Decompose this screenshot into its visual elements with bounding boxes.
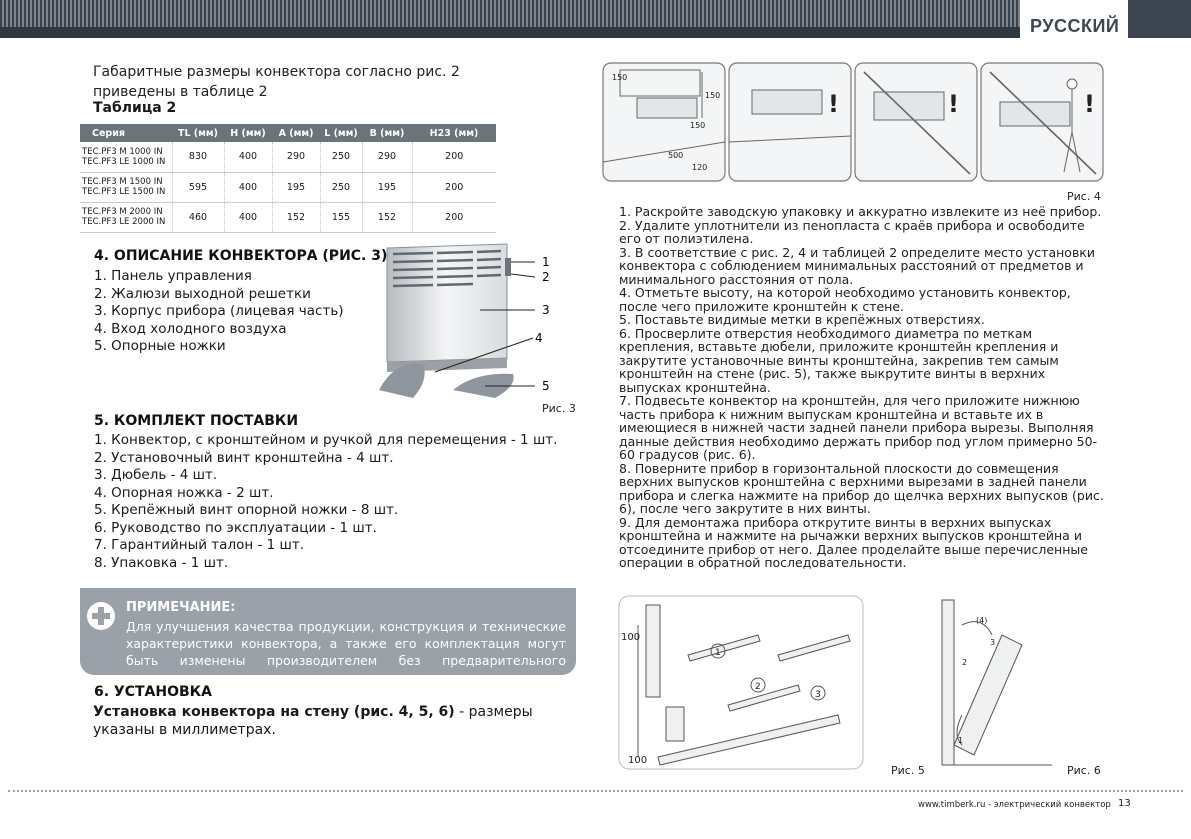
h23-cell: 200 xyxy=(412,172,496,202)
tl-cell: 830 xyxy=(172,142,224,172)
section5-list xyxy=(94,432,557,572)
fig4-dim: 150 xyxy=(705,91,721,100)
step-item: 1. Раскройте заводскую упаковку и аккуратно извлеките из неё прибор. xyxy=(619,204,1102,219)
installation-bold: Установка конвектора на стену (рис. 4, 5, 6) xyxy=(93,704,455,720)
fig4-dim: 150 xyxy=(690,121,706,130)
tl-cell: 460 xyxy=(172,202,224,232)
b-cell: 152 xyxy=(362,202,412,232)
plus-icon xyxy=(87,602,115,630)
fig5-dim: 100 xyxy=(621,632,641,643)
model-cell: TEC.PF3 M 1000 IN TEC.PF3 LE 1000 IN xyxy=(80,142,172,172)
fig5-mark: 2 xyxy=(755,682,761,692)
svg-text:!: ! xyxy=(828,90,839,118)
list-item: 4. Опорная ножка - 2 шт. xyxy=(94,484,274,501)
list-item: 5. Опорные ножки xyxy=(94,338,226,354)
col-header: H23 (мм) xyxy=(412,124,496,142)
list-item: 2. Жалюзи выходной решетки xyxy=(94,285,311,302)
step-item: 7. Подвесьте конвектор на кронштейн, для чего приложите нижнюю часть прибора к нижним выпускам кронштейна и вставьте их в имеющиеся в нижней части задней панели прибора вырезы. Выполняя данные действия необходимо держать прибор под углом примерно 50-60 градусов (рис. 6). xyxy=(619,393,1098,462)
step-item: 3. В соответствие с рис. 2, 4 и таблицей 2 определите место установки конвектора с соблюдением минимальных расстояний от предметов и минимального расстояния от пола. xyxy=(619,244,1095,287)
step-item: 2. Удалите уплотнители из пенопласта с краёв прибора и освободите его от полиэтилена. xyxy=(619,217,1085,246)
col-header: L (мм) xyxy=(320,124,362,142)
fig5-caption: Рис. 5 xyxy=(891,764,925,777)
installation-steps xyxy=(619,205,1104,570)
language-label: РУССКИЙ xyxy=(1030,16,1120,36)
h23-cell: 200 xyxy=(412,142,496,172)
a-cell: 290 xyxy=(272,142,320,172)
intro-text: Габаритные размеры конвектора согласно рис. 2 приведены в таблице 2 xyxy=(93,64,460,100)
section4-title: 4. ОПИСАНИЕ КОНВЕКТОРА (РИС. 3) xyxy=(94,248,388,264)
b-cell: 290 xyxy=(362,142,412,172)
convector-figure xyxy=(375,240,580,420)
bracket-mounting-figure xyxy=(618,595,864,770)
fig4-dim: 500 xyxy=(668,151,684,160)
hanging-figure xyxy=(932,595,1104,770)
note-title: ПРИМЕЧАНИЕ: xyxy=(126,600,236,615)
callout-3: 3 xyxy=(542,303,550,317)
model-cell: TEC.PF3 M 1500 IN TEC.PF3 LE 1500 IN xyxy=(80,172,172,202)
footer-divider xyxy=(8,790,1183,792)
l-cell: 155 xyxy=(320,202,362,232)
section6-title: 6. УСТАНОВКА xyxy=(94,684,212,700)
footer-site: www.timberk.ru - электрический конвектор xyxy=(918,800,1111,810)
l-cell: 250 xyxy=(320,142,362,172)
col-header: Серия xyxy=(80,124,172,142)
section5-title: 5. КОМПЛЕКТ ПОСТАВКИ xyxy=(94,413,299,429)
fig4-dim: 120 xyxy=(692,163,708,172)
fig4-caption: Рис. 4 xyxy=(1067,190,1101,203)
fig6-caption: Рис. 6 xyxy=(1067,764,1101,777)
table-header-row xyxy=(80,124,496,142)
page-number: 13 xyxy=(1118,798,1131,809)
step-item: 8. Поверните прибор в горизонтальной плоскости до совмещения верхних выпусков кронштейна с верхними вырезами в задней панели прибора и слегка нажмите на прибор до щелчка верхних выпусков (рис. 6), после чего закрутите в них винты. xyxy=(619,460,1104,516)
list-item: 4. Вход холодного воздуха xyxy=(94,320,287,337)
svg-text:!: ! xyxy=(1084,90,1095,118)
list-item: 3. Корпус прибора (лицевая часть) xyxy=(94,303,344,319)
clearance-figure xyxy=(602,62,1104,184)
step-item: 6. Просверлите отверстия необходимого диаметра по меткам крепления, вставьте дюбели, приложите кронштейн крепления и закрутите установочные винты кронштейна, закрепив тем самым кронштейн на стене (рис. 5), также выкрутите винты в верхних выпусках кронштейна. xyxy=(619,325,1059,395)
fig5-dim: 100 xyxy=(628,755,648,766)
section4-list xyxy=(94,268,344,356)
col-header: B (мм) xyxy=(362,124,412,142)
installation-text xyxy=(93,703,533,739)
fig6-mark: (4) xyxy=(976,616,988,625)
col-header: A (мм) xyxy=(272,124,320,142)
tl-cell: 595 xyxy=(172,172,224,202)
model-cell: TEC.PF3 M 2000 IN TEC.PF3 LE 2000 IN xyxy=(80,202,172,232)
fig6-mark: 3 xyxy=(990,638,996,647)
step-item: 5. Поставьте видимые метки в крепёжных отверстиях. xyxy=(619,312,985,327)
col-header: TL (мм) xyxy=(172,124,224,142)
list-item: 6. Руководство по эксплуатации - 1 шт. xyxy=(94,519,377,536)
list-item: 7. Гарантийный талон - 1 шт. xyxy=(94,537,305,553)
svg-text:!: ! xyxy=(948,90,959,118)
list-item: 2. Установочный винт кронштейна - 4 шт. xyxy=(94,449,394,466)
list-item: 1. Конвектор, с кронштейном и ручкой для перемещения - 1 шт. xyxy=(94,432,558,448)
list-item: 5. Крепёжный винт опорной ножки - 8 шт. xyxy=(94,502,399,518)
installation-rest: - размеры указаны в миллиметрах. xyxy=(93,704,533,738)
a-cell: 152 xyxy=(272,202,320,232)
step-item: 4. Отметьте высоту, на которой необходимо установить конвектор, после чего приложите кронштейн к стене. xyxy=(619,285,1071,314)
fig6-mark: 1 xyxy=(958,736,964,745)
callout-5: 5 xyxy=(542,379,550,393)
callout-1: 1 xyxy=(542,255,550,269)
callout-4: 4 xyxy=(535,331,543,345)
h23-cell: 200 xyxy=(412,202,496,232)
fig3-caption: Рис. 3 xyxy=(542,402,576,415)
a-cell: 195 xyxy=(272,172,320,202)
l-cell: 250 xyxy=(320,172,362,202)
step-item: 9. Для демонтажа прибора открутите винты в верхних выпусках кронштейна и нажмите на рычажки верхних выпусков кронштейна и отсоедините прибор от него. Далее проделайте выше перечисленные операции в обратной последовательности. xyxy=(619,514,1088,570)
table-row xyxy=(80,202,496,232)
list-item: 3. Дюбель - 4 шт. xyxy=(94,467,218,483)
dimensions-table xyxy=(80,124,496,233)
table-row xyxy=(80,142,496,172)
b-cell: 195 xyxy=(362,172,412,202)
fig5-mark: 1 xyxy=(715,648,721,658)
callout-2: 2 xyxy=(542,270,550,284)
h-cell: 400 xyxy=(224,172,272,202)
col-header: H (мм) xyxy=(224,124,272,142)
table-row xyxy=(80,172,496,202)
table-title: Таблица 2 xyxy=(93,100,177,116)
fig6-mark: 2 xyxy=(962,658,968,667)
note-text: Для улучшения качества продукции, конструкция и технические характеристики конвектора, а также его комплектация могут быть изменены производителем без предварительного уведомления. xyxy=(126,619,566,685)
fig5-mark: 3 xyxy=(815,690,821,700)
h-cell: 400 xyxy=(224,142,272,172)
h-cell: 400 xyxy=(224,202,272,232)
list-item: 8. Упаковка - 1 шт. xyxy=(94,554,229,571)
header-band xyxy=(0,27,1020,38)
list-item: 1. Панель управления xyxy=(94,268,252,284)
fig4-dim: 150 xyxy=(612,73,628,82)
